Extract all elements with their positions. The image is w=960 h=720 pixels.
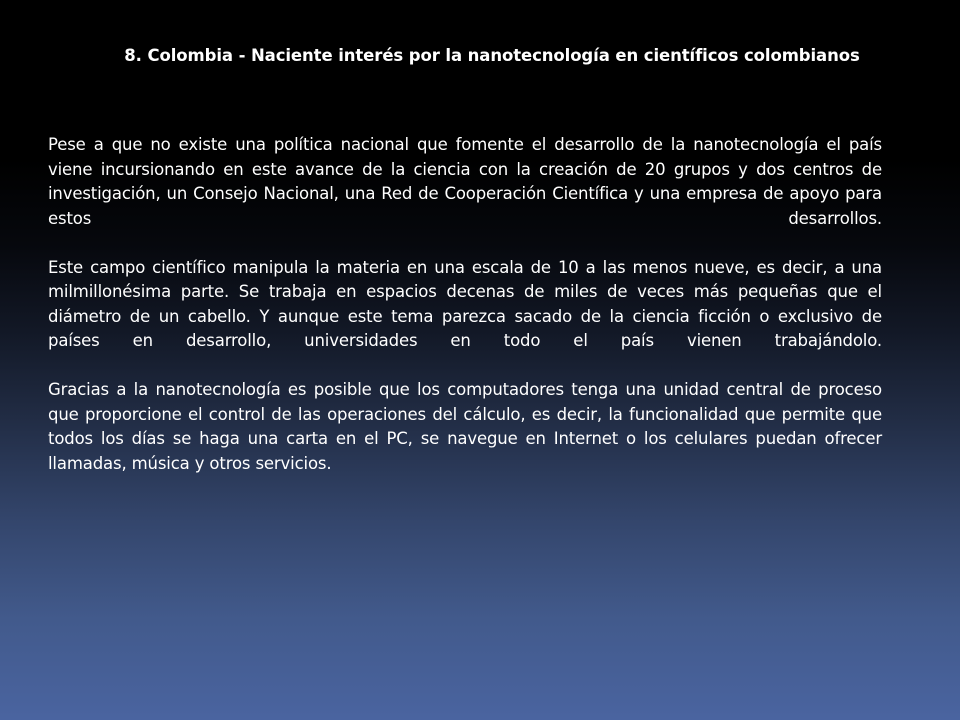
slide-title: 8. Colombia - Naciente interés por la nanotecnología en científicos colombianos <box>124 46 860 65</box>
paragraph-policy: Pese a que no existe una política nacional que fomente el desarrollo de la nanotecnología el país viene incursionando en este avance de la ciencia con la creación de 20 grupos y dos centros de investigación, un Consejo Nacional, una Red de Cooperación Científica y una empresa de apoyo para estos desarrollos. <box>48 135 882 228</box>
paragraph-spacer <box>48 354 882 379</box>
paragraph-spacer <box>48 231 882 256</box>
slide-body <box>48 133 882 476</box>
paragraph-scale: Este campo científico manipula la materia en una escala de 10 a las menos nueve, es decir, a una milmillonésima parte. Se trabaja en espacios decenas de miles de veces más pequeñas que el diámetro de un cabello. Y aunque este tema parezca sacado de la ciencia ficción o exclusivo de países en desarrollo, universidades en todo el país vienen trabajándolo. <box>48 257 882 350</box>
paragraph-computing: Gracias a la nanotecnología es posible que los computadores tenga una unidad central de proceso que proporcione el control de las operaciones del cálculo, es decir, la funcionalidad que permite que todos los días se haga una carta en el PC, se navegue en Internet o los celulares puedan ofrecer llamadas, música y otros servicios. <box>48 380 882 473</box>
